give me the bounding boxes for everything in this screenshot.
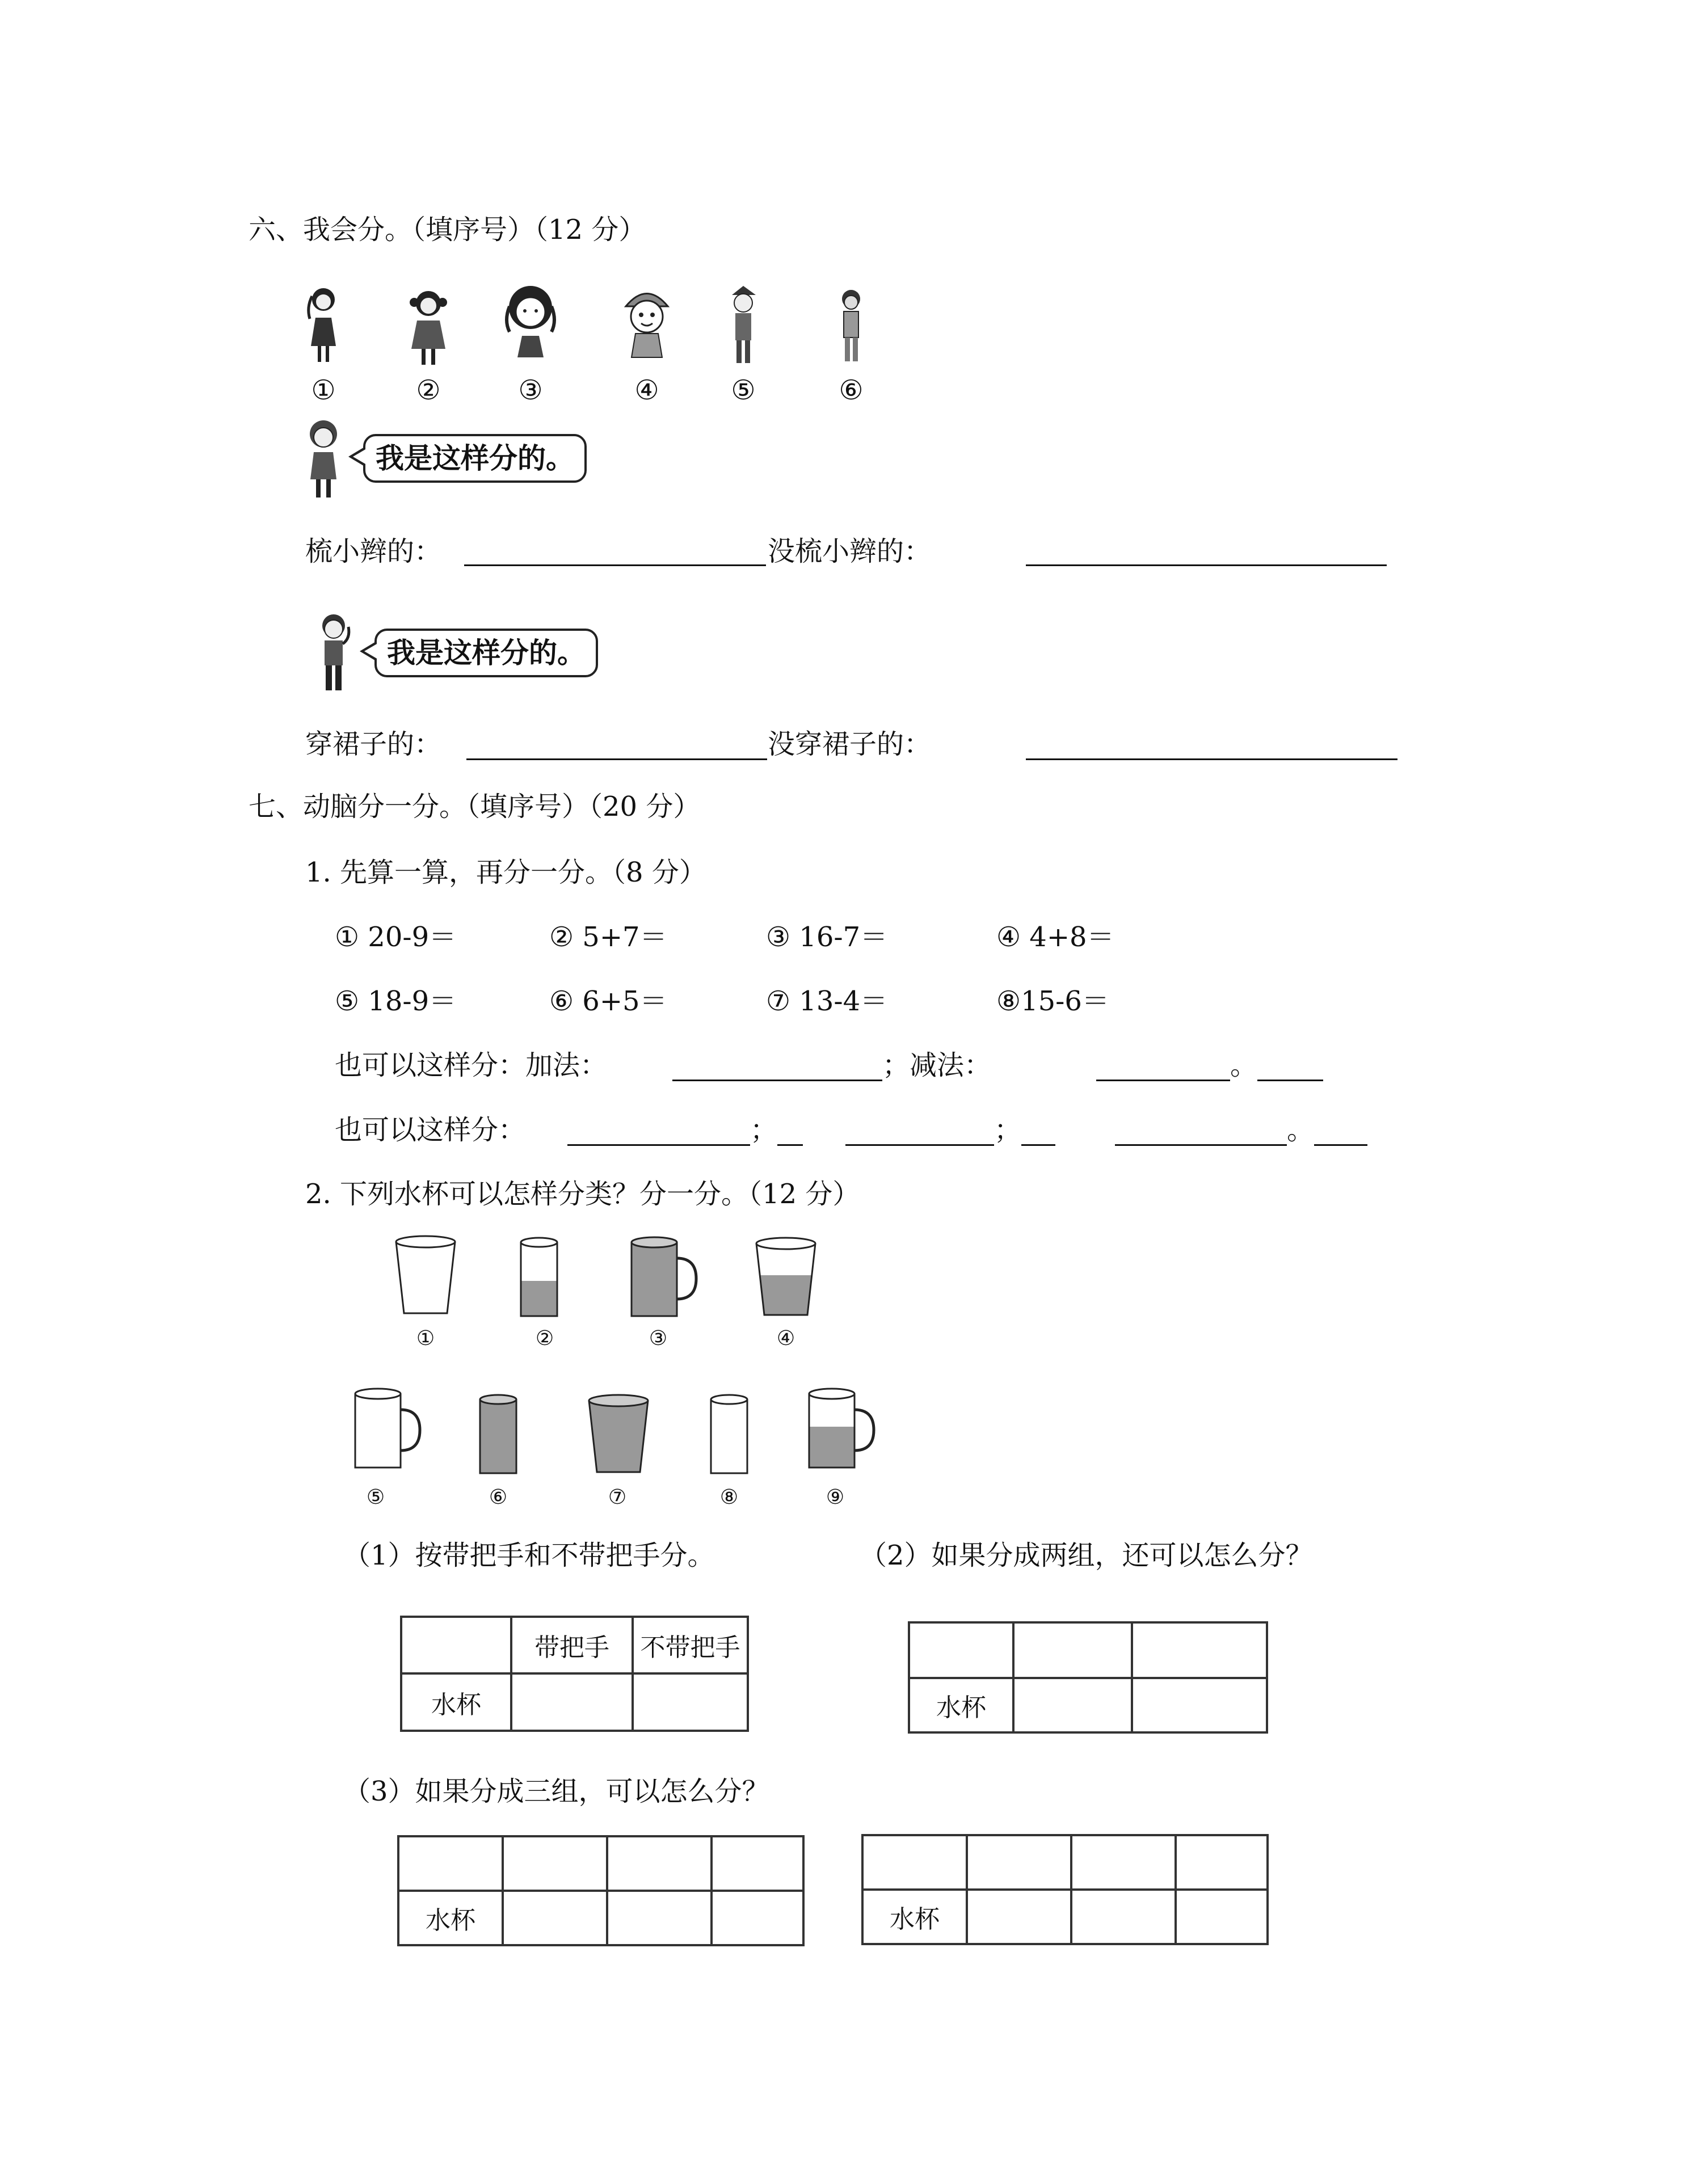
child-figure-5	[721, 284, 766, 369]
subtraction-answer-blank[interactable]	[1096, 1080, 1323, 1081]
child-label-2: ②	[416, 374, 441, 406]
cup-label-5: ⑤	[366, 1486, 385, 1509]
table-2-answer-cell-2[interactable]	[1132, 1678, 1267, 1732]
table-3a-answer-cell-3[interactable]	[712, 1891, 803, 1945]
cup-8-icon	[706, 1393, 752, 1478]
braid-answer-blank[interactable]	[464, 564, 766, 566]
table-1-answer-cell-handle[interactable]	[511, 1673, 633, 1731]
child-label-6: ⑥	[839, 374, 864, 406]
table-2-answer-cell-1[interactable]	[1013, 1678, 1132, 1732]
cup-6-icon	[475, 1393, 521, 1478]
table-1-corner-cell	[401, 1617, 511, 1673]
cup-label-1: ①	[416, 1327, 435, 1350]
grouping-line-1-label: 也可以这样分：加法：	[335, 1049, 608, 1081]
cup-label-6: ⑥	[489, 1486, 508, 1509]
skirt-answer-blank[interactable]	[466, 758, 767, 760]
grouping-line-2-label: 也可以这样分：	[335, 1114, 526, 1146]
cup-label-4: ④	[776, 1327, 795, 1350]
table-3b-answer-cell-2[interactable]	[1071, 1890, 1176, 1944]
sub-question-1: （1）按带把手和不带把手分。	[343, 1540, 715, 1571]
cup-9-icon	[805, 1387, 878, 1472]
sub-question-2: （2）如果分成两组，还可以怎么分？	[860, 1540, 1313, 1571]
equation-2: ② 5+7＝	[549, 921, 667, 953]
section-7-title: 七、动脑分一分。（填序号）（20 分）	[249, 791, 701, 823]
girl-speaker-figure	[304, 417, 343, 502]
three-group-table-b	[861, 1834, 1269, 1945]
table-3a-answer-cell-1[interactable]	[503, 1891, 607, 1945]
table-2-header-cell-1[interactable]	[1013, 1622, 1132, 1678]
line-2-sep-1: ；	[750, 1114, 778, 1146]
table-3a-header-cell-2[interactable]	[607, 1836, 712, 1891]
table-3b-header-cell-2[interactable]	[1071, 1835, 1176, 1890]
line-1-end: 。	[1230, 1049, 1258, 1081]
cup-1-icon	[392, 1234, 460, 1319]
braid-label: 梳小辫的：	[305, 536, 442, 567]
line-2-end: 。	[1287, 1114, 1315, 1146]
group-2-answer-blank[interactable]	[845, 1144, 1055, 1146]
cup-3-icon	[627, 1236, 701, 1321]
child-figure-2	[400, 286, 457, 372]
equation-8: ⑧15-6＝	[996, 985, 1109, 1017]
table-1-answer-cell-no-handle[interactable]	[633, 1673, 748, 1731]
group-3-answer-blank[interactable]	[1115, 1144, 1367, 1146]
child-label-4: ④	[634, 374, 659, 406]
speech-bubble-1: 我是这样分的。	[363, 434, 587, 483]
cup-5-icon	[351, 1387, 424, 1472]
table-2-corner-cell	[909, 1622, 1013, 1678]
table-3b-header-cell-1[interactable]	[967, 1835, 1071, 1890]
handle-classification-table	[400, 1616, 749, 1732]
boy-speaker-figure	[311, 610, 356, 695]
child-figure-6	[831, 286, 871, 369]
table-3b-corner-cell	[862, 1835, 967, 1890]
cup-label-7: ⑦	[608, 1486, 627, 1509]
cup-2-icon	[516, 1236, 562, 1321]
table-3a-row-label: 水杯	[398, 1891, 503, 1945]
table-1-header-no-handle: 不带把手	[633, 1617, 748, 1673]
child-label-5: ⑤	[731, 374, 756, 406]
no-skirt-answer-blank[interactable]	[1026, 758, 1397, 760]
table-3a-header-cell-1[interactable]	[503, 1836, 607, 1891]
equation-7: ⑦ 13-4＝	[766, 985, 888, 1017]
subtraction-label: ；减法：	[882, 1049, 992, 1081]
sub-question-3: （3）如果分成三组，可以怎么分？	[343, 1776, 769, 1807]
skirt-label: 穿裙子的：	[305, 728, 442, 760]
part-1-title: 1. 先算一算，再分一分。（8 分）	[305, 857, 706, 888]
table-1-row-label: 水杯	[401, 1673, 511, 1731]
equation-6: ⑥ 6+5＝	[549, 985, 667, 1017]
table-3a-answer-cell-2[interactable]	[607, 1891, 712, 1945]
cup-label-8: ⑧	[719, 1486, 739, 1509]
child-figure-3	[499, 284, 562, 369]
child-label-3: ③	[518, 374, 543, 406]
equation-3: ③ 16-7＝	[766, 921, 888, 953]
section-6-title: 六、我会分。（填序号）（12 分）	[249, 214, 646, 246]
table-3a-corner-cell	[398, 1836, 503, 1891]
table-3b-answer-cell-1[interactable]	[967, 1890, 1071, 1944]
speech-bubble-2: 我是这样分的。	[374, 629, 598, 677]
table-3b-header-cell-3[interactable]	[1176, 1835, 1268, 1890]
table-3b-answer-cell-3[interactable]	[1176, 1890, 1268, 1944]
cup-label-2: ②	[535, 1327, 554, 1350]
child-label-1: ①	[311, 374, 336, 406]
table-3a-header-cell-3[interactable]	[712, 1836, 803, 1891]
cup-7-icon	[584, 1393, 653, 1478]
two-group-table	[908, 1621, 1268, 1734]
no-skirt-label: 没穿裙子的：	[768, 728, 932, 760]
no-braid-answer-blank[interactable]	[1026, 564, 1387, 566]
cup-label-3: ③	[649, 1327, 668, 1350]
equation-4: ④ 4+8＝	[996, 921, 1114, 953]
three-group-table-a	[397, 1835, 805, 1946]
table-1-header-handle: 带把手	[511, 1617, 633, 1673]
line-2-sep-2: ；	[994, 1114, 1022, 1146]
table-2-row-label: 水杯	[909, 1678, 1013, 1732]
no-braid-label: 没梳小辫的：	[768, 536, 932, 567]
child-figure-4	[616, 284, 678, 369]
part-2-title: 2. 下列水杯可以怎样分类？分一分。（12 分）	[305, 1178, 860, 1210]
equation-5: ⑤ 18-9＝	[335, 985, 457, 1017]
table-3b-row-label: 水杯	[862, 1890, 967, 1944]
cup-4-icon	[752, 1236, 820, 1321]
cup-label-9: ⑨	[826, 1486, 845, 1509]
table-2-header-cell-2[interactable]	[1132, 1622, 1267, 1678]
equation-1: ① 20-9＝	[335, 921, 457, 953]
child-figure-1	[301, 284, 346, 369]
